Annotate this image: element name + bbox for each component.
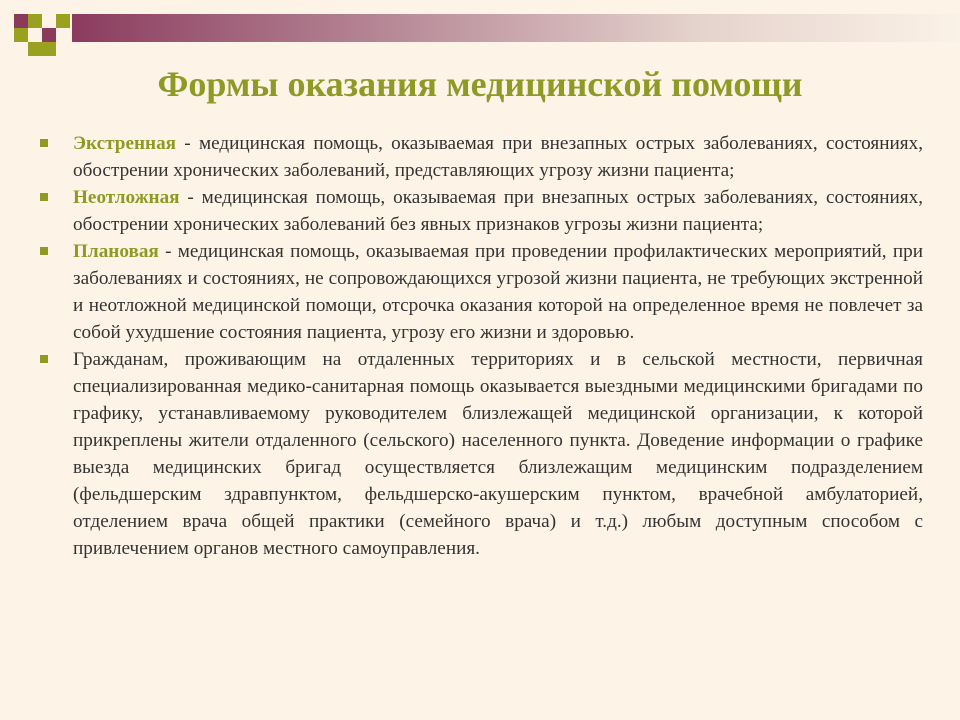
list-item-urgent: [40, 184, 923, 238]
item-text: Гражданам, проживающим на отдаленных территориях и в сельской местности, первичная специализированная медико-санитарная помощь оказывается выездными медицинскими бригадами по графику, устанавливаемому руководителем близлежащей медицинской организации, к которой прикреплены жители отдаленного (сельского) населенного пункта. Доведение информации о графике выезда медицинских бригад осуществляется близлежащим медицинским подразделением (фельдшерским здравпунктом, фельдшерско-акушерским пунктом, врачебной амбулаторией, отделением врача общей практики (семейного врача) и т.д.) любым доступным способом с привлечением органов местного самоуправления.: [73, 349, 923, 559]
term-emergency: Экстренная: [73, 133, 177, 154]
list-item-planned: [40, 238, 923, 346]
bullet-icon: [40, 247, 48, 255]
list-item-remote-areas: [40, 346, 923, 562]
bullet-icon: [40, 139, 48, 147]
decor-square: [14, 28, 28, 42]
decor-square: [28, 14, 42, 28]
item-text: - медицинская помощь, оказываемая при внезапных острых заболеваниях, состояниях, обострении хронических заболеваний, представляющих угрозу жизни пациента;: [73, 133, 923, 181]
decor-square: [14, 14, 28, 28]
header-gradient-bar: [72, 14, 960, 42]
item-text: - медицинская помощь, оказываемая при проведении профилактических мероприятий, при заболеваниях и состояниях, не сопровождающихся угрозой жизни пациента, не требующих экстренной и неотложной медицинской помощи, отсрочка оказания которой на определенное время не повлечет за собой ухудшение состояния пациента, угрозу его жизни и здоровью.: [73, 241, 923, 343]
decor-square: [42, 28, 56, 42]
bullet-icon: [40, 193, 48, 201]
decor-square: [28, 42, 42, 56]
list-item-emergency: [40, 130, 923, 184]
term-planned: Плановая: [73, 241, 159, 262]
decor-square: [42, 42, 56, 56]
decor-square: [56, 14, 70, 28]
bullet-icon: [40, 355, 48, 363]
header-decoration: [0, 0, 960, 60]
slide-content: [40, 130, 923, 562]
term-urgent: Неотложная: [73, 187, 180, 208]
slide-title: Формы оказания медицинской помощи: [157, 64, 803, 104]
item-text: - медицинская помощь, оказываемая при внезапных острых заболеваниях, состояниях, обострении хронических заболеваний без явных признаков угрозы жизни пациента;: [73, 187, 923, 235]
